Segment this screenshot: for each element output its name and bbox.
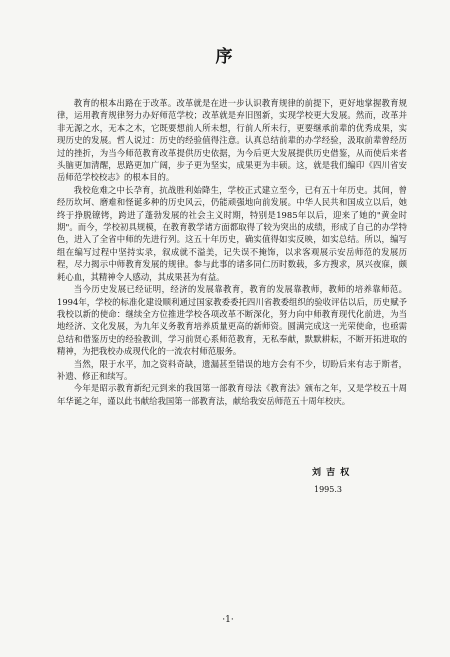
signature-date: 1995.3 [314,485,342,494]
paragraph-4: 当然，限于水平，加之资料奇缺，遗漏甚至错误的地方会有不少，切盼后来有志于斯者，补遗、修正和续写。 [57,358,407,381]
paragraph-5: 今年是昭示教育新纪元到来的我国第一部教育母法《教育法》颁布之年，又是学校五十周年华诞之年，谨以此书献给我国第一部教育法，献给我安岳师范五十周年校庆。 [57,383,407,406]
paragraph-1: 教育的根本出路在于改革。改革就是在进一步认识教育规律的前提下，更好地掌握教育规律，运用教育规律努力办好师范学校；改革就是弃旧图新，实现学校更大发展。然而，改革并非无源之水，无本之木，它既要想前人所未想，行前人所未行，更要继承前辈的优秀成果，实现历史的发展。哲人说过：历史的经验值得注意。认真总结前辈的办学经验，汲取前辈曾经历过的挫折，为当今师范教育改革提供历史依据，为今后更大发展提供历史借鉴，从而使后来者头脑更加清醒，思路更加广阔，步子更为坚实，成果更为丰硕。这，就是我们编印《四川省安岳师范学校校志》的根本目的。 [57,98,407,183]
author-signature: 刘 吉 权 [312,468,351,478]
paragraph-3: 当今历史发展已经证明，经济的发展靠教育，教育的发展靠教师，教师的培养靠师范。1994年，学校的标准化建设顺利通过国家教委委托四川省教委组织的验收评估以后，历史赋予我校以新的使命：继续全方位推进学校各项改革不断深化，努力向中师教育现代化前进，为当地经济、文化发展，为九年义务教育培养质量更高的新师资。圆满完成这一光荣使命，也亟需总结和借鉴历史的经验教训，学习前贤心系师范教育，无私奉献，默默耕耘，不断开拓进取的精神，为把我校办成现代化的一流农村师范服务。 [57,284,407,357]
paragraph-2: 我校危难之中长孕育，抗战胜利始降生，学校正式建立至今，已有五十年历史。其间，曾经历坎坷、磨难和怪诞多种的历史风云，仍能顽强地向前发展。中华人民共和国成立以后，她终于挣脱镣铐，跨进了蓬勃发展的社会主义时期，特别是1985年以后，迎来了她的"黄金时期"。而今，学校初具规模，在教育教学诸方面都取得了较为突出的成绩，形成了自己的办学特色，进入了全省中师的先进行列。这五十年历史，确实值得如实反映，如实总结。所以，编写组在编写过程中坚持实录，叙成就不溢美，记失误不掩饰，以求客观展示安岳师范的发展历程，尽力揭示中师教育发展的规律。参与此事的诸多同仁历时数载，多方搜求，夙兴夜寐，颇耗心血，其精神令人感动，其成果甚为有益。 [57,184,407,282]
document-title: 序 [215,47,235,67]
document-body [57,97,407,407]
page-number: ·1· [222,615,234,625]
